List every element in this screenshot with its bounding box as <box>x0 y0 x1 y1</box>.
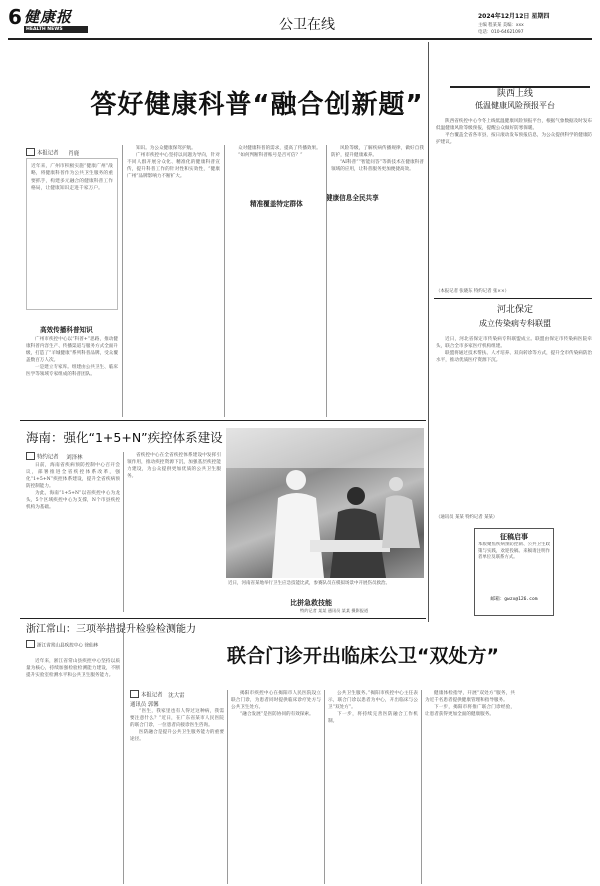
joint-para: “医生，我家里也有人得过这种病，我需要注意什么？”近日，在广东省某市人民医院的联合门诊，一位患者向接诊医生咨询。 <box>130 709 224 729</box>
col-divider <box>123 622 124 884</box>
subhead-precise-coverage: 精准覆盖特定群体 <box>250 200 303 208</box>
col-divider <box>227 690 228 884</box>
zhejiang-col1 <box>26 658 120 882</box>
shaanxi-text <box>436 118 592 288</box>
byline-label: 特约记者 <box>37 454 59 461</box>
masthead-rule <box>8 38 592 40</box>
section-title: 公卫在线 <box>279 17 335 33</box>
byline-box-icon <box>26 452 35 460</box>
main-col3-para: “如何判断科普账号是否可信？” <box>238 153 303 159</box>
sidebar-rule <box>434 298 592 299</box>
call-for-papers-title: 征稿启事 <box>500 533 528 541</box>
zhejiang-para: 近年来，浙江省常山县疾控中心坚持以质量为核心，持续加强检验检测能力建设，不断提升实验室检测水平和公共卫生服务能力。 <box>26 659 120 679</box>
main-byline <box>26 148 79 157</box>
main-col2-para: 广州市疾控中心坚持以问题为导向，针对不同人群开展分众化、精准化的健康科普宣传，提升科普工作的针对性和实效性，“健康广州”品牌影响力不断扩大。 <box>127 153 220 180</box>
joint-para: “融合发展”是医防协同的有效探索。 <box>240 712 314 718</box>
baoding-subtitle: 成立传染病专科联盟 <box>479 319 551 328</box>
byline-box-icon <box>130 690 139 698</box>
joint-col4 <box>425 690 515 882</box>
joint-para: 下一步，揭阳市将推广联合门诊经验，让患者获得更加全面的健康服务。 <box>425 705 515 718</box>
news-photo <box>226 428 424 578</box>
baoding-para: 联盟将通过技术帮扶、人才培养、双向转诊等方式，提升全市传染病防治水平，推动优质医疗资源下沉。 <box>436 351 592 364</box>
col-divider <box>123 452 124 612</box>
main-col3 <box>229 145 322 417</box>
shaanxi-para: 陕西省疾控中心今冬上线低温健康风险预报平台，根据气象数据及时发布低温健康风险等级预报，提醒公众做好防寒保暖。 <box>436 119 592 132</box>
main-col2-para: 知识。为公众健康保驾护航。 <box>136 146 196 151</box>
section-rule <box>20 420 426 421</box>
joint-col2 <box>231 690 321 882</box>
col-divider <box>326 145 327 417</box>
byline-name: 刘泽林 <box>66 454 83 461</box>
main-intro-box <box>26 158 118 310</box>
main-col1-para: 一是建立专家库。组建由公共卫生、临床医学等领域专家组成的科普团队。 <box>26 365 118 378</box>
hainan-byline <box>26 452 82 461</box>
joint-para: 健康体检指导，开展“双处方”服务，共为近千名患者提供健康管理和指导服务。 <box>425 691 515 704</box>
photo-title: 比拼急救技能 <box>290 599 332 607</box>
call-for-papers-box <box>474 528 554 616</box>
logo-title: 健康报 <box>24 8 73 26</box>
baoding-title: 河北保定 <box>496 305 533 315</box>
baoding-text <box>436 336 592 506</box>
photo-credit: 特约记者 某某 通讯员 某某 摄影报道 <box>300 608 369 613</box>
byline-box-icon <box>26 640 35 648</box>
page-number: 6 <box>8 5 22 29</box>
main-headline: 答好健康科普“融合创新题” <box>90 90 424 120</box>
byline-label: 本报记者 <box>141 692 163 699</box>
sidebar-divider <box>428 42 429 622</box>
byline-box-icon <box>26 148 35 156</box>
shaanxi-title: 陕西上线 <box>496 89 533 99</box>
byline-label: 本报记者 <box>37 150 59 157</box>
main-col1-para: 广州市疾控中心以“科普+”思路，推动健康科普内容生产、传播渠道与服务方式全面升级，打造了“羊城健康”系列科普品牌，受众覆盖数百万人次。 <box>26 337 118 364</box>
shaanxi-subtitle: 低温健康风险预报平台 <box>475 101 555 110</box>
zhejiang-headline: 浙江常山：三项举措提升检验检测能力 <box>26 624 196 635</box>
hainan-para: 为此，海南“1+5+N”以省疾控中心为龙头，5个区域疾控中心为支撑，N个市县疾控机构为基础。 <box>26 491 120 511</box>
shaanxi-para: 平台覆盖全省各市县，按日滚动发布预报信息，为公众提供科学的健康防护建议。 <box>436 133 592 146</box>
main-col4-para: 风险等级，了解疾病传播规律，做好自我防护，提升健康素养。 <box>331 146 424 159</box>
subhead-info-sharing: 健康信息全民共享 <box>326 194 379 202</box>
joint-col1 <box>130 708 224 882</box>
main-col4-para: “AI科普”“智能问答”等新技术在健康科普领域的应用，让科普服务更加便捷高效。 <box>331 160 424 173</box>
joint-para: 下一步，将持续完善医防融合工作机制。 <box>328 712 418 725</box>
hainan-col1 <box>26 462 120 614</box>
editors-line: 主编 程某某 美编：xxx <box>478 23 524 28</box>
col-divider <box>122 145 123 417</box>
baoding-para: 近日，河北省保定市传染病专科联盟成立。联盟由保定市传染病医院牵头，联合全市多家医疗机构组建。 <box>436 337 592 350</box>
joint-para: 公共卫生服务。”揭阳市疾控中心主任表示，联合门诊以患者为中心，开出临床与公卫“双处方”。 <box>328 691 418 711</box>
main-col1 <box>26 336 118 416</box>
byline-text: 浙江省常山县疾控中心 徐仙林 <box>37 643 99 649</box>
issue-date: 2024年12月12日 星期四 <box>478 13 550 20</box>
joint-headline: 联合门诊开出临床公卫“双处方” <box>227 645 499 667</box>
logo-subtitle: HEALTH NEWS <box>24 26 88 33</box>
shaanxi-note: （本报记者 张晓东 特约记者 张××） <box>436 289 510 294</box>
photo-caption: 近日，河南省某地举行卫生应急技能比武，参赛队员在模拟场景中开展伤员救治。 <box>228 581 390 586</box>
byline-sub: 通讯员 郭馨 <box>130 701 159 708</box>
byline-name: 肖鹿 <box>68 150 80 157</box>
call-for-papers-email[interactable]: 邮箱：gwzx@126.com <box>490 597 538 602</box>
section-rule <box>20 618 426 619</box>
hainan-para: 省疾控中心在全省疾控体系建设中发挥引领作用，推动疾控资源下沉，加强基层疾控能力建设，为公众提供更加优质的公共卫生服务。 <box>127 453 221 480</box>
joint-para: 揭阳市疾控中心在揭阳市人民医院设立联合门诊，为患者同时提供临床诊疗处方与公共卫生处方。 <box>231 691 321 711</box>
photo-figures-icon <box>226 428 424 578</box>
hainan-para: 日前，海南省疾病预防控制中心召开会议，部署推进全省疾控体系改革，强化“1+5+N”疾控体系建设，提升全省疾病预防控制能力。 <box>26 463 120 490</box>
hainan-headline: 海南：强化“1+5+N”疾控体系建设 <box>26 430 223 445</box>
main-col3-para: 众对健康科普的需求，提高了传播效果。 <box>238 146 321 151</box>
phone-line: 电话：010-64621097 <box>478 30 524 35</box>
baoding-note: （通讯员 某某 特约记者 某某） <box>436 515 498 520</box>
main-col2 <box>127 145 220 417</box>
joint-col3 <box>328 690 418 882</box>
hainan-col2 <box>127 452 221 612</box>
subhead-efficient-spread: 高效传播科普知识 <box>40 326 93 334</box>
main-col4 <box>331 145 424 417</box>
joint-byline <box>130 690 186 708</box>
main-intro-text: 近年来，广州市积极实施“健康广州”战略，将健康科普作为公共卫生服务的重要抓手，构建多元融合的健康科普工作格局，让健康知识走进千家万户。 <box>31 164 113 192</box>
zhejiang-byline <box>26 640 98 649</box>
col-divider <box>324 690 325 884</box>
byline-name: 沈大雷 <box>168 692 185 699</box>
col-divider <box>224 145 225 417</box>
col-divider <box>421 690 422 884</box>
joint-para: 医防融合是提升公共卫生服务能力的重要途径。 <box>130 730 224 743</box>
call-for-papers-text: 本版聚焦疾病预防控制、公共卫生政策与实践，欢迎投稿。来稿请注明作者单位及联系方式。 <box>478 542 550 561</box>
